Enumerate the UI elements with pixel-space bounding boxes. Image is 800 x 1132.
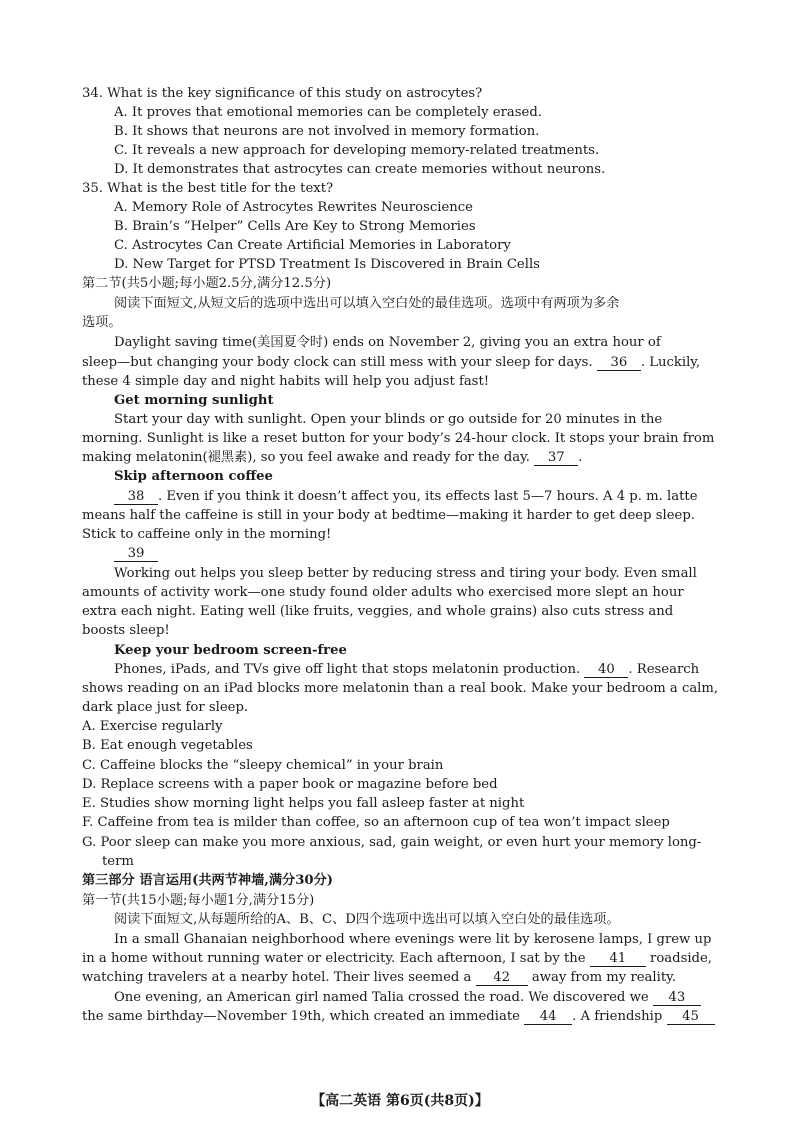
blank-43: 43 — [653, 990, 701, 1006]
passage-p5-line2: shows reading on an iPad blocks more melatonin than a real book. Make your bedroom a calm, — [82, 681, 719, 696]
blank-41: 41 — [590, 951, 646, 967]
part-3-header: 第三部分 语言运用(共两节神墙,满分30分) — [82, 873, 334, 888]
question-35-option-d: D. New Target for PTSD Treatment Is Discovered in Brain Cells — [114, 257, 540, 272]
blank-45: 45 — [667, 1009, 715, 1025]
question-35-option-a: A. Memory Role of Astrocytes Rewrites Neuroscience — [114, 200, 473, 215]
passage-p4-line3: extra each night. Eating well (like fruits, veggies, and whole grains) also cuts stress and — [82, 604, 674, 619]
cloze-p1-line1: In a small Ghanaian neighborhood where evenings were lit by kerosene lamps, I grew up — [114, 932, 712, 947]
passage-p1-line1: Daylight saving time(美国夏令时) ends on November 2, giving you an extra hour of — [114, 335, 661, 350]
option-b: B. Eat enough vegetables — [82, 738, 253, 753]
question-35-option-c: C. Astrocytes Can Create Artificial Memories in Laboratory — [114, 238, 511, 253]
question-35-option-b: B. Brain’s “Helper” Cells Are Key to Strong Memories — [114, 219, 476, 234]
blank-36: 36 — [597, 355, 641, 371]
option-a: A. Exercise regularly — [82, 719, 223, 734]
page-footer: 【高二英语 第6页(共8页)】 — [311, 1093, 489, 1109]
option-d: D. Replace screens with a paper book or magazine before bed — [82, 777, 498, 792]
passage-p1-line2: sleep—but changing your body clock can still mess with your sleep for days. 36 . Luckily, — [82, 355, 701, 370]
cloze-p1-line3: watching travelers at a nearby hotel. Their lives seemed a 42 away from my reality. — [82, 970, 677, 985]
part-3-instructions: 阅读下面短文,从每题所给的A、B、C、D四个选项中选出可以填入空白处的最佳选项。 — [114, 912, 620, 927]
passage-p5-line3: dark place just for sleep. — [82, 700, 249, 715]
blank-39: 39 — [114, 546, 158, 562]
section-2-header: 第二节(共5小题;每小题2.5分,满分12.5分) — [82, 276, 332, 291]
passage-p3-line1: 38 . Even if you think it doesn’t affect you, its effects last 5—7 hours. A 4 p. m. latte — [114, 487, 698, 506]
blank-37: 37 — [534, 450, 578, 466]
option-c: C. Caffeine blocks the “sleepy chemical” in your brain — [82, 758, 444, 773]
passage-p2-line3: making melatonin(褪黑素), so you feel awake and ready for the day. 37 . — [82, 450, 583, 465]
question-34-option-a: A. It proves that emotional memories can be completely erased. — [114, 105, 542, 120]
question-34-option-b: B. It shows that neurons are not involved in memory formation. — [114, 124, 540, 139]
question-35-stem: 35. What is the best title for the text? — [82, 181, 334, 196]
passage-p1-line3: these 4 simple day and night habits will help you adjust fast! — [82, 374, 490, 389]
cloze-p2-line2: the same birthday—November 19th, which created an immediate 44 . A friendship 45 — [82, 1007, 715, 1026]
passage-p5-line1: Phones, iPads, and TVs give off light that stops melatonin production. 40 . Research — [114, 662, 700, 677]
blank-40: 40 — [584, 662, 628, 678]
option-g-cont: term — [102, 854, 134, 869]
option-f: F. Caffeine from tea is milder than coffee, so an afternoon cup of tea won’t impact sleep — [82, 815, 670, 830]
blank-42: 42 — [476, 970, 528, 986]
section-2-instructions-cont: 选项。 — [82, 315, 122, 330]
passage-p2-line1: Start your day with sunlight. Open your blinds or go outside for 20 minutes in the — [114, 412, 663, 427]
option-e: E. Studies show morning light helps you fall asleep faster at night — [82, 796, 525, 811]
blank-44: 44 — [524, 1009, 572, 1025]
question-34-option-c: C. It reveals a new approach for developing memory-related treatments. — [114, 143, 600, 158]
option-g: G. Poor sleep can make you more anxious, sad, gain weight, or even hurt your memory long- — [82, 835, 702, 850]
question-34-stem: 34. What is the key significance of this study on astrocytes? — [82, 86, 483, 101]
passage-p3-line2: means half the caffeine is still in your body at bedtime—making it harder to get deep sleep. — [82, 508, 695, 523]
blank-38: 38 — [114, 489, 158, 505]
passage-p3-line3: Stick to caffeine only in the morning! — [82, 527, 332, 542]
cloze-p1-line2: in a home without running water or electricity. Each afternoon, I sat by the 41 roadside, — [82, 951, 712, 966]
heading-keep-bedroom-screen-free: Keep your bedroom screen-free — [114, 643, 347, 658]
heading-get-morning-sunlight: Get morning sunlight — [114, 393, 274, 408]
passage-p2-line2: morning. Sunlight is like a reset button for your body’s 24-hour clock. It stops your brain from — [82, 431, 715, 446]
passage-p4-line1: Working out helps you sleep better by reducing stress and tiring your body. Even small — [114, 566, 697, 581]
passage-blank-39-line — [114, 544, 158, 563]
part-3-section-1-header: 第一节(共15小题;每小题1分,满分15分) — [82, 893, 315, 908]
section-2-instructions: 阅读下面短文,从短文后的选项中选出可以填入空白处的最佳选项。选项中有两项为多余 — [114, 296, 620, 311]
cloze-p2-line1: One evening, an American girl named Talia crossed the road. We discovered we 43 — [114, 988, 701, 1007]
passage-p4-line4: boosts sleep! — [82, 623, 170, 638]
heading-skip-afternoon-coffee: Skip afternoon coffee — [114, 469, 273, 484]
question-34-option-d: D. It demonstrates that astrocytes can create memories without neurons. — [114, 162, 606, 177]
passage-p4-line2: amounts of activity work—one study found older adults who exercised more slept an hour — [82, 585, 684, 600]
